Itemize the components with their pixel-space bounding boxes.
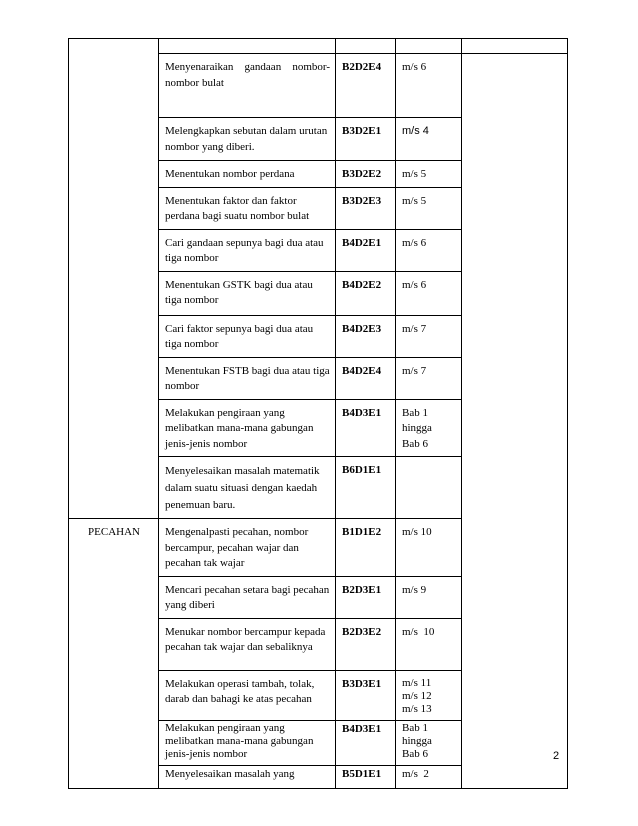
code-cell: B4D2E3 [336,315,396,357]
extra-cell [462,54,568,789]
ref-cell: m/s 11 m/s 12 m/s 13 [396,670,462,720]
code-cell: B4D2E1 [336,229,396,271]
skills-table [68,38,568,789]
code-cell: B4D3E1 [336,399,396,457]
code-cell [336,39,396,54]
ref-cell [396,39,462,54]
skill-cell: Melakukan pengiraan yang melibatkan mana-mana gabungan jenis-jenis nombor [159,399,336,457]
code-cell: B1D1E2 [336,519,396,577]
skill-cell: Mencari pecahan setara bagi pecahan yang diberi [159,576,336,618]
code-cell: B2D3E1 [336,576,396,618]
skill-cell [159,39,336,54]
ref-cell: m/s 7 [396,315,462,357]
skill-cell: Menentukan faktor dan faktor perdana bagi suatu nombor bulat [159,187,336,229]
skill-cell: Menentukan FSTB bagi dua atau tiga nombor [159,357,336,399]
table-row [69,39,568,54]
ref-cell: Bab 1 hingga Bab 6 [396,720,462,765]
extra-cell [462,39,568,54]
ref-cell: m/s 5 [396,187,462,229]
ref-cell: m/s 5 [396,161,462,188]
skill-cell: Melakukan operasi tambah, tolak, darab dan bahagi ke atas pecahan [159,670,336,720]
ref-cell: m/s 4 [396,118,462,161]
skill-cell: Melakukan pengiraan yang melibatkan mana-mana gabungan jenis-jenis nombor [159,720,336,765]
topic-cell: PECAHAN [69,519,159,789]
ref-cell: m/s 9 [396,576,462,618]
code-cell: B2D3E2 [336,618,396,670]
ref-cell: m/s 6 [396,271,462,315]
topic-cell [69,39,159,519]
code-cell: B6D1E1 [336,457,396,519]
skill-cell: Menyenaraikan gandaan nombor-nombor bulat [159,54,336,118]
code-cell: B4D2E4 [336,357,396,399]
skill-cell: Cari faktor sepunya bagi dua atau tiga nombor [159,315,336,357]
skill-cell: Menyelesaikan masalah matematik dalam suatu situasi dengan kaedah penemuan baru. [159,457,336,519]
code-cell: B4D2E2 [336,271,396,315]
ref-cell: m/s 2 [396,765,462,788]
code-cell: B3D2E2 [336,161,396,188]
ref-cell: m/s 10 [396,519,462,577]
skill-cell: Melengkapkan sebutan dalam urutan nombor yang diberi. [159,118,336,161]
skill-cell: Mengenalpasti pecahan, nombor bercampur, pecahan wajar dan pecahan tak wajar [159,519,336,577]
ref-cell: m/s 7 [396,357,462,399]
code-cell: B3D2E3 [336,187,396,229]
skill-cell: Menukar nombor bercampur kepada pecahan tak wajar dan sebaliknya [159,618,336,670]
code-cell: B3D2E1 [336,118,396,161]
ref-cell: m/s 6 [396,229,462,271]
code-cell: B3D3E1 [336,670,396,720]
ref-cell: m/s 10 [396,618,462,670]
skill-cell: Menentukan nombor perdana [159,161,336,188]
ref-cell: Bab 1 hingga Bab 6 [396,399,462,457]
code-cell: B5D1E1 [336,765,396,788]
skill-cell: Cari gandaan sepunya bagi dua atau tiga nombor [159,229,336,271]
ref-cell: m/s 6 [396,54,462,118]
page-number: 2 [553,750,560,762]
ref-cell [396,457,462,519]
code-cell: B2D2E4 [336,54,396,118]
code-cell: B4D3E1 [336,720,396,765]
skill-cell: Menyelesaikan masalah yang [159,765,336,788]
skill-cell: Menentukan GSTK bagi dua atau tiga nombor [159,271,336,315]
